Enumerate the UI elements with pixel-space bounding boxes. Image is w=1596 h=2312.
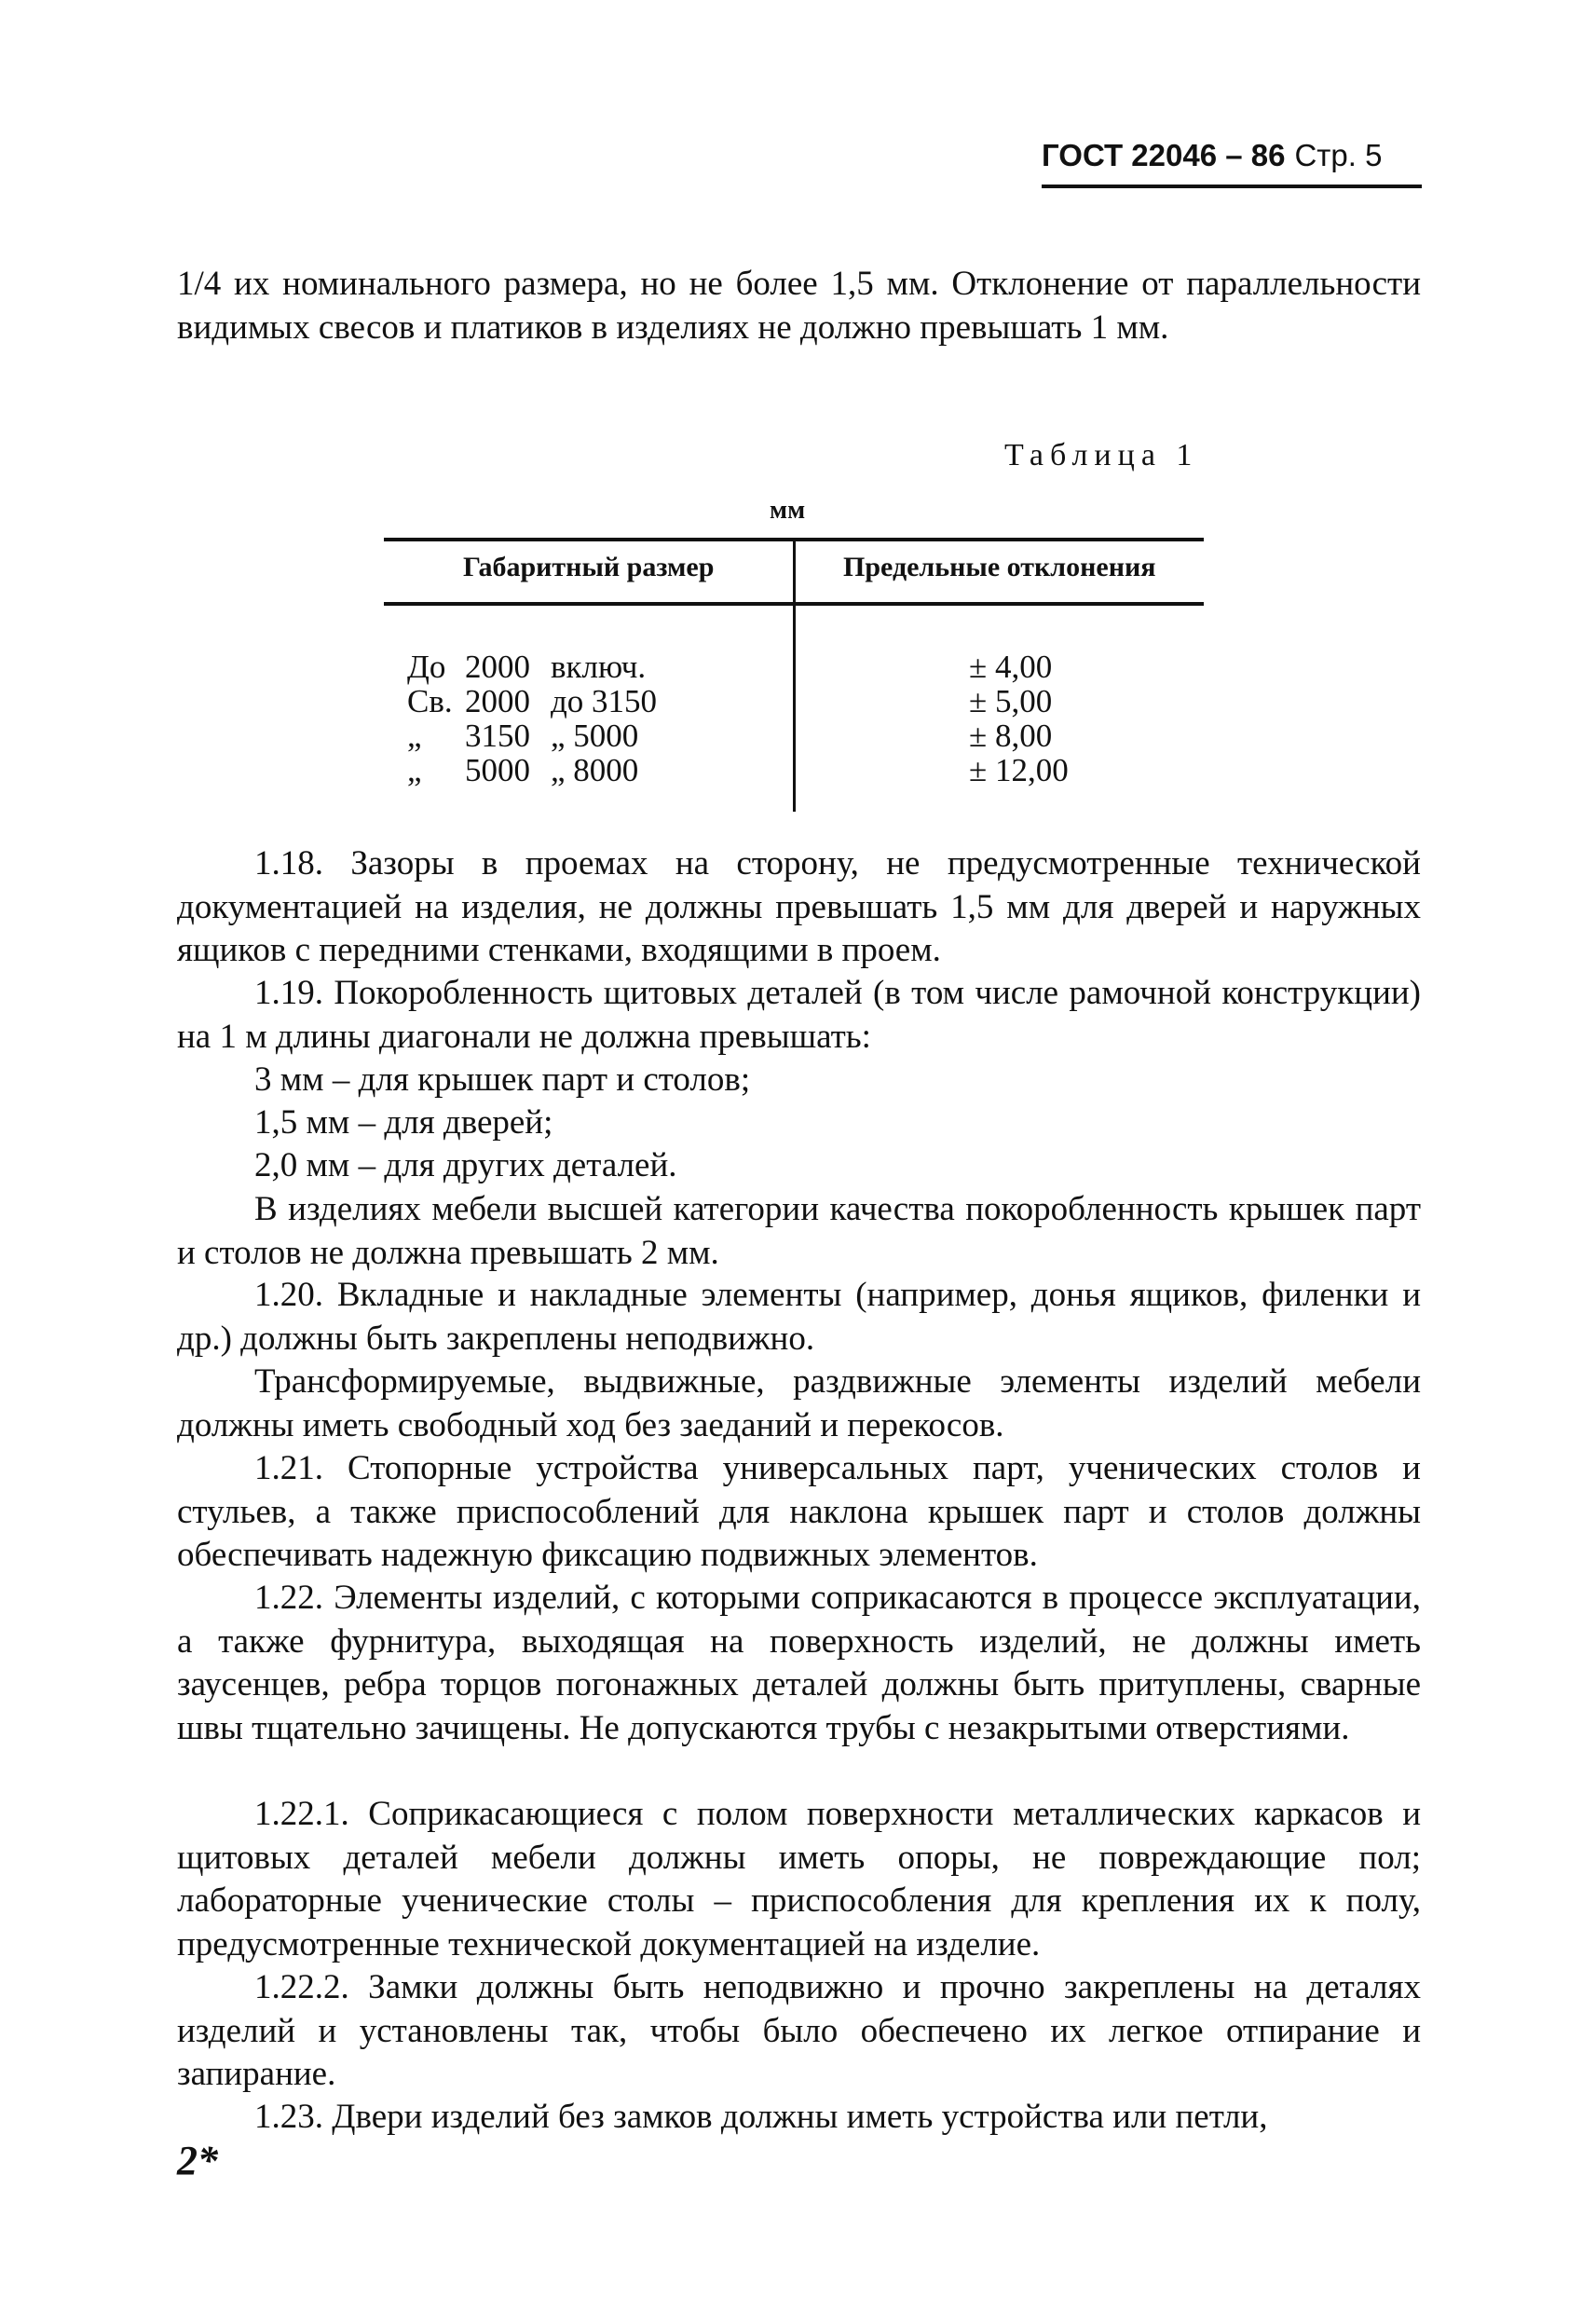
paragraph-1-20: 1.20. Вкладные и накладные элементы (например, донья ящиков, филенки и др.) должны быть закреплены неподвижно. (177, 1276, 1421, 1358)
header-rule (1042, 185, 1422, 188)
signature-mark: 2* (177, 2138, 218, 2183)
paragraph-category: В изделиях мебели высшей категории качества покоробленность крышек парт и столов не должна превышать 2 мм. (177, 1190, 1421, 1272)
page-header (1042, 138, 1422, 173)
page-number: Стр. 5 (1294, 138, 1383, 172)
table-caption: Таблица 1 (1004, 438, 1199, 472)
intro-paragraph: 1/4 их номинального размера, но не более 1,5 мм. Отклонение от параллельности видимых свесов и платиков в изделиях не должно превышать 1 мм. (177, 265, 1421, 347)
list-item: 1,5 мм – для дверей; (254, 1103, 553, 1142)
table-row-size: До 2000 включ. (407, 649, 647, 685)
table-row-deviation: ± 5,00 (969, 683, 1053, 719)
paragraph-1-22-1: 1.22.1. Соприкасающиеся с полом поверхности металлических каркасов и щитовых деталей мебели должны иметь опоры, не повреждающие пол; лабораторные ученические столы – приспособления для крепления их к полу, предусмотренные технической документацией на изделие. (177, 1795, 1421, 1963)
table-unit: мм (770, 496, 806, 525)
standard-code: ГОСТ 22046 – 86 (1042, 138, 1286, 172)
table-row-size: Св. 2000 до 3150 (407, 683, 658, 719)
paragraph-1-22: 1.22. Элементы изделий, с которыми соприкасаются в процессе эксплуатации, а также фурнитура, выходящая на поверхность изделий, не должны иметь заусенцев, ребра торцов погонажных деталей должны быть притуплены, сварные швы тщательно зачищены. Не допускаются трубы с незакрытыми отверстиями. (177, 1579, 1421, 1747)
table-row-deviation: ± 4,00 (969, 649, 1053, 685)
paragraph-1-22-2: 1.22.2. Замки должны быть неподвижно и прочно закреплены на деталях изделий и установлены так, чтобы было обеспечено их легкое отпирание и запирание. (177, 1968, 1421, 2093)
paragraph-1-21: 1.21. Стопорные устройства универсальных парт, ученических столов и стульев, а также приспособлений для наклона крышек парт и столов должны обеспечивать надежную фиксацию подвижных элементов. (177, 1449, 1421, 1574)
paragraph-transformable: Трансформируемые, выдвижные, раздвижные элементы изделий мебели должны иметь свободный ход без заеданий и перекосов. (177, 1362, 1421, 1444)
table-row-size: „ 5000 „ 8000 (407, 752, 639, 788)
table-header-size: Габаритный размер (463, 552, 715, 582)
paragraph-1-19: 1.19. Покоробленность щитовых деталей (в том числе рамочной конструкции) на 1 м длины диагонали не должна превышать: (177, 974, 1421, 1056)
table-header-deviation: Предельные отклонения (843, 552, 1156, 582)
table-row-deviation: ± 12,00 (969, 752, 1069, 788)
table-row-deviation: ± 8,00 (969, 718, 1053, 754)
table-row-size: „ 3150 „ 5000 (407, 718, 639, 754)
paragraph-1-23: 1.23. Двери изделий без замков должны иметь устройства или петли, (254, 2098, 1268, 2136)
paragraph-1-18: 1.18. Зазоры в проемах на сторону, не предусмотренные технической документацией на изделия, не должны превышать 1,5 мм для дверей и наружных ящиков с передними стенками, входящими в проем. (177, 844, 1421, 969)
table-column-divider (793, 538, 796, 812)
list-item: 3 мм – для крышек парт и столов; (254, 1060, 751, 1099)
list-item: 2,0 мм – для других деталей. (254, 1146, 677, 1184)
